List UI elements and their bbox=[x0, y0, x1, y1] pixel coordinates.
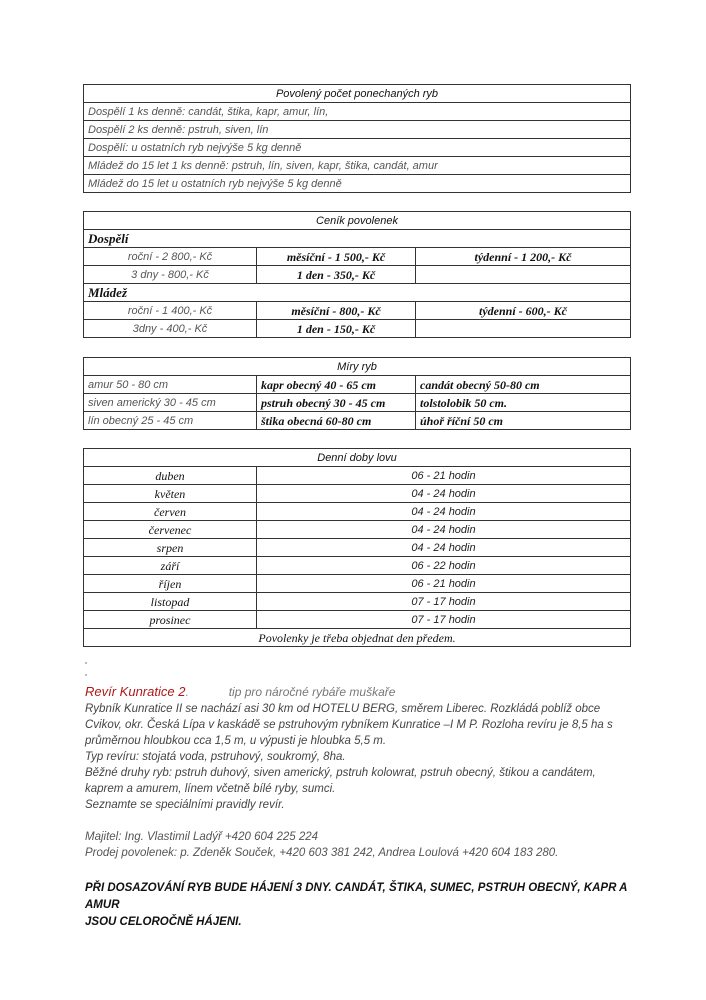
fish-sizes-table bbox=[83, 357, 631, 430]
size-cell: pstruh obecný 30 - 45 cm bbox=[257, 394, 416, 412]
table-row bbox=[84, 557, 631, 575]
paragraph-line: Seznamte se speciálními pravidly revír. bbox=[85, 799, 285, 811]
section-heading bbox=[85, 684, 395, 699]
table-row bbox=[84, 394, 631, 412]
table-row bbox=[84, 503, 631, 521]
section-paragraph bbox=[85, 701, 645, 813]
month-cell: červenec bbox=[84, 521, 257, 539]
price-cell bbox=[416, 320, 631, 338]
section-title: Revír Kunratice 2 bbox=[85, 684, 186, 699]
size-cell: tolstolobik 50 cm. bbox=[416, 394, 631, 412]
hours-cell: 04 - 24 hodin bbox=[257, 485, 631, 503]
month-cell: prosinec bbox=[84, 611, 257, 629]
hours-cell: 07 - 17 hodin bbox=[257, 593, 631, 611]
table-row: Dospělí 2 ks denně: pstruh, siven, lín bbox=[84, 121, 631, 139]
paragraph-line: Cvikov, okr. Česká Lípa v kaskádě se pstruhovým rybníkem Kunratice –I M P. Rozloha revíru je 8,5 ha s bbox=[85, 719, 613, 731]
sales-contact: Prodej povolenek: p. Zdeněk Souček, +420 603 381 242, Andrea Loulová +420 604 183 280. bbox=[85, 847, 559, 859]
section-tip: tip pro náročné rybáře muškaře bbox=[228, 685, 396, 699]
hours-cell: 04 - 24 hodin bbox=[257, 503, 631, 521]
size-cell: amur 50 - 80 cm bbox=[84, 376, 257, 394]
table-title: Povolený počet ponechaných ryb bbox=[84, 85, 631, 103]
stray-dot bbox=[85, 662, 87, 664]
warning-line: PŘI DOSAZOVÁNÍ RYB BUDE HÁJENÍ 3 DNY. CANDÁT, ŠTIKA, SUMEC, PSTRUH OBECNÝ, KAPR A AMUR bbox=[85, 882, 628, 911]
table-title: Míry ryb bbox=[84, 358, 631, 376]
paragraph-line: Běžné druhy ryb: pstruh duhový, siven americký, pstruh kolowrat, pstruh obecný, štikou a candátem, bbox=[85, 767, 596, 779]
paragraph-line: Rybník Kunratice II se nachází asi 30 km od HOTELU BERG, směrem Liberec. Rozkládá poblíž obce bbox=[85, 703, 601, 715]
table-row bbox=[84, 611, 631, 629]
price-cell bbox=[416, 266, 631, 284]
table-row: Mládež do 15 let u ostatních ryb nejvýše 5 kg denně bbox=[84, 175, 631, 193]
size-cell: lín obecný 25 - 45 cm bbox=[84, 412, 257, 430]
price-cell: 3 dny - 800,- Kč bbox=[84, 266, 257, 284]
allowed-catch-table bbox=[83, 84, 631, 193]
table-row: Dospělí: u ostatních ryb nejvýše 5 kg denně bbox=[84, 139, 631, 157]
month-cell: listopad bbox=[84, 593, 257, 611]
table-row bbox=[84, 302, 631, 320]
table-row bbox=[84, 320, 631, 338]
price-cell: týdenní - 1 200,- Kč bbox=[416, 248, 631, 266]
size-cell: štika obecná 60-80 cm bbox=[257, 412, 416, 430]
stray-dot bbox=[85, 674, 87, 676]
price-cell: 3dny - 400,- Kč bbox=[84, 320, 257, 338]
size-cell: kapr obecný 40 - 65 cm bbox=[257, 376, 416, 394]
month-cell: červen bbox=[84, 503, 257, 521]
hours-cell: 07 - 17 hodin bbox=[257, 611, 631, 629]
price-cell: 1 den - 350,- Kč bbox=[257, 266, 416, 284]
table-row bbox=[84, 593, 631, 611]
month-cell: srpen bbox=[84, 539, 257, 557]
paragraph-line: Typ revíru: stojatá voda, pstruhový, soukromý, 8ha. bbox=[85, 751, 346, 763]
month-cell: duben bbox=[84, 467, 257, 485]
fishing-hours-table bbox=[83, 448, 631, 647]
table-row bbox=[84, 266, 631, 284]
hours-cell: 06 - 21 hodin bbox=[257, 467, 631, 485]
table-row bbox=[84, 467, 631, 485]
size-cell: siven americký 30 - 45 cm bbox=[84, 394, 257, 412]
paragraph-line: průměrnou hloubkou cca 1,5 m, u výpusti je hloubka 5,5 m. bbox=[85, 735, 387, 747]
title-suffix: . bbox=[185, 684, 190, 699]
size-cell: úhoř říční 50 cm bbox=[416, 412, 631, 430]
group-label-adults: Dospělí bbox=[84, 230, 631, 248]
price-cell: měsíční - 1 500,- Kč bbox=[257, 248, 416, 266]
warning-line: JSOU CELOROČNĚ HÁJENI. bbox=[85, 916, 242, 928]
table-row: Dospělí 1 ks denně: candát, štika, kapr, amur, lín, bbox=[84, 103, 631, 121]
paragraph-line: kaprem a amurem, línem včetně bílé ryby, sumci. bbox=[85, 783, 336, 795]
table-row bbox=[84, 412, 631, 430]
month-cell: září bbox=[84, 557, 257, 575]
contacts bbox=[85, 829, 645, 861]
price-cell: roční - 1 400,- Kč bbox=[84, 302, 257, 320]
hours-cell: 04 - 24 hodin bbox=[257, 539, 631, 557]
table-row bbox=[84, 376, 631, 394]
price-list-table bbox=[83, 211, 631, 338]
table-title: Ceník povolenek bbox=[84, 212, 631, 230]
table-row: Mládež do 15 let 1 ks denně: pstruh, lín, siven, kapr, štika, candát, amur bbox=[84, 157, 631, 175]
owner-contact: Majitel: Ing. Vlastimil Ladýř +420 604 225 224 bbox=[85, 831, 319, 843]
table-row bbox=[84, 248, 631, 266]
hours-cell: 06 - 22 hodin bbox=[257, 557, 631, 575]
table-row bbox=[84, 485, 631, 503]
price-cell: měsíční - 800,- Kč bbox=[257, 302, 416, 320]
price-cell: týdenní - 600,- Kč bbox=[416, 302, 631, 320]
price-cell: 1 den - 150,- Kč bbox=[257, 320, 416, 338]
hours-cell: 06 - 21 hodin bbox=[257, 575, 631, 593]
month-cell: říjen bbox=[84, 575, 257, 593]
table-row bbox=[84, 521, 631, 539]
table-title: Denní doby lovu bbox=[84, 449, 631, 467]
group-label-youth: Mládež bbox=[84, 284, 631, 302]
closed-season-warning bbox=[85, 880, 645, 931]
month-cell: květen bbox=[84, 485, 257, 503]
price-cell: roční - 2 800,- Kč bbox=[84, 248, 257, 266]
size-cell: candát obecný 50-80 cm bbox=[416, 376, 631, 394]
hours-cell: 04 - 24 hodin bbox=[257, 521, 631, 539]
hours-footer-note: Povolenky je třeba objednat den předem. bbox=[84, 629, 631, 647]
table-row bbox=[84, 575, 631, 593]
table-row bbox=[84, 539, 631, 557]
